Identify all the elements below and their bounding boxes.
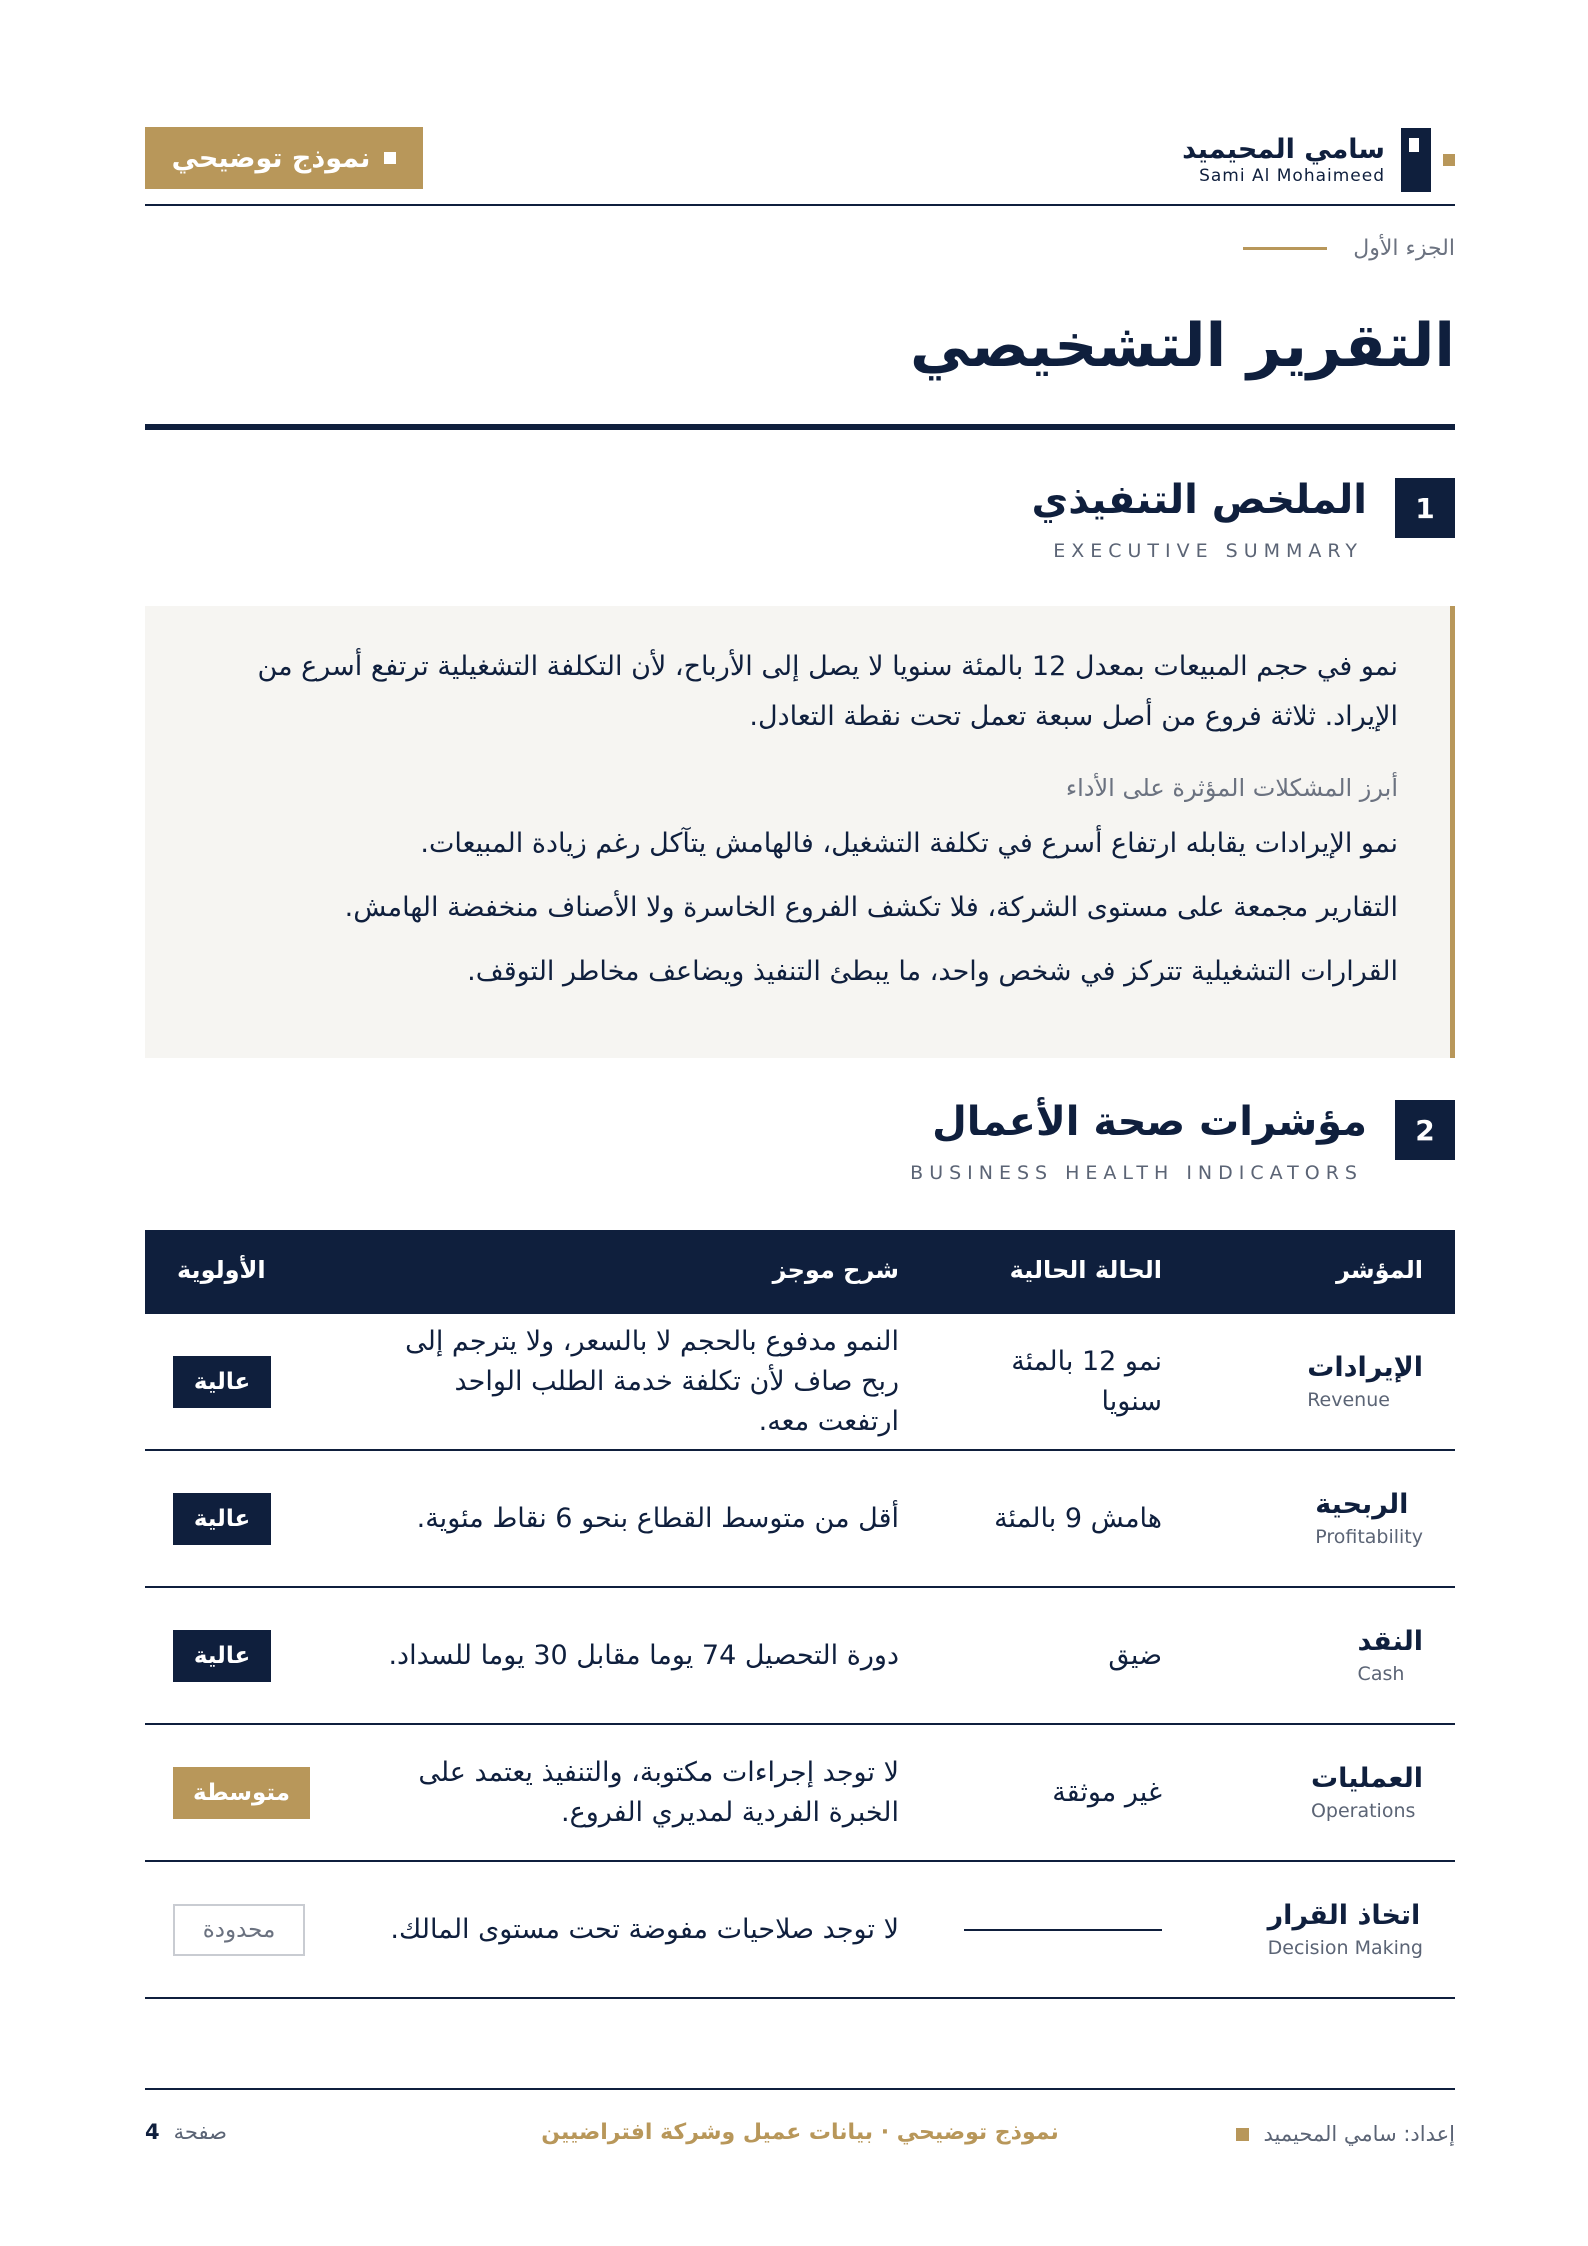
footer-prepared-by-text: إعداد: سامي المحيميد (1263, 2122, 1455, 2146)
part-label-row (1243, 236, 1455, 261)
page-footer (145, 2088, 1455, 2160)
indicators-table (145, 1230, 1455, 1999)
section-1-title: الملخص التنفيذي (1031, 477, 1367, 523)
footer-center-note: نموذج توضيحي · بيانات عميل وشركة افتراضيين (541, 2120, 1059, 2145)
indicator-name: الربحية (1315, 1489, 1409, 1520)
indicator-name: النقد (1357, 1626, 1423, 1657)
indicator-name-en: Operations (1310, 1800, 1416, 1822)
indicator-name-en: Revenue (1307, 1389, 1390, 1411)
indicator-name-en: Profitability (1315, 1526, 1423, 1548)
col-priority: الأولوية (177, 1256, 266, 1284)
page-label: صفحة (173, 2120, 227, 2144)
priority-badge: عالية (173, 1356, 271, 1408)
col-explanation: شرح موجز (772, 1256, 899, 1284)
priority-badge: عالية (173, 1630, 271, 1682)
part-label: الجزء الأول (1353, 236, 1455, 261)
brand-logo-icon (1399, 128, 1455, 192)
executive-summary-box (145, 606, 1455, 1058)
indicator-name-en: Decision Making (1267, 1937, 1423, 1959)
page-header (145, 124, 1455, 206)
page-number: 4 (145, 2120, 160, 2144)
indicator-state: ضيق (1108, 1639, 1162, 1671)
indicator-explanation: لا توجد صلاحيات مفوضة تحت مستوى المالك. (390, 1913, 899, 1945)
part-label-line (1243, 247, 1327, 250)
indicator-name-en: Cash (1357, 1663, 1405, 1685)
issue-item: القرارات التشغيلية تتركز في شخص واحد، ما يبطئ التنفيذ ويضاعف مخاطر التوقف. (467, 956, 1398, 987)
title-rule (145, 424, 1455, 430)
indicator-explanation: أقل من متوسط القطاع بنحو 6 نقاط مئوية. (416, 1502, 899, 1534)
priority-badge: محدودة (173, 1904, 305, 1956)
page-title: التقرير التشخيصي (909, 311, 1455, 381)
issues-heading: أبرز المشكلات المؤثرة على الأداء (1065, 774, 1398, 802)
table-row (145, 1725, 1455, 1862)
issue-item: التقارير مجمعة على مستوى الشركة، فلا تكشف الفروع الخاسرة ولا الأصناف منخفضة الهامش. (344, 892, 1398, 923)
footer-prepared-by (1236, 2122, 1455, 2146)
brand-name-ar: سامي المحيميد (1182, 134, 1385, 165)
brand-text (1182, 134, 1385, 186)
col-state: الحالة الحالية (1009, 1256, 1162, 1284)
empty-state-dash (964, 1929, 1162, 1931)
square-bullet-icon (1236, 2128, 1249, 2141)
section-2-number: 2 (1395, 1100, 1455, 1160)
indicator-name: اتخاذ القرار (1267, 1900, 1421, 1931)
col-indicator: المؤشر (1336, 1256, 1423, 1284)
indicator-name: العمليات (1310, 1763, 1423, 1794)
square-bullet-icon (384, 152, 396, 164)
section-1-number: 1 (1395, 478, 1455, 538)
table-row (145, 1862, 1455, 1999)
table-row (145, 1451, 1455, 1588)
indicator-state: نمو 12 بالمئة سنويا (1011, 1345, 1162, 1417)
priority-badge: عالية (173, 1493, 271, 1545)
footer-page (145, 2120, 227, 2144)
indicator-explanation: النمو مدفوع بالحجم لا بالسعر، ولا يترجم إلى ربح صاف لأن تكلفة خدمة الطلب الواحد ارتفعت معه. (405, 1325, 899, 1437)
section-2-subtitle: BUSINESS HEALTH INDICATORS (910, 1162, 1363, 1184)
demo-badge (145, 127, 423, 189)
indicator-state: هامش 9 بالمئة (994, 1502, 1162, 1534)
section-1-subtitle: EXECUTIVE SUMMARY (1053, 540, 1363, 562)
issue-item: نمو الإيرادات يقابله ارتفاع أسرع في تكلفة التشغيل، فالهامش يتآكل رغم زيادة المبيعات. (420, 828, 1398, 859)
demo-badge-label: نموذج توضيحي (171, 142, 371, 174)
table-header (145, 1230, 1455, 1314)
summary-lead: نمو في حجم المبيعات بمعدل 12 بالمئة سنويا لا يصل إلى الأرباح، لأن التكلفة التشغيلية ترتفع أسرع من الإيراد. ثلاثة فروع من أصل سبعة تعمل تحت نقطة التعادل. (257, 651, 1398, 732)
indicator-explanation: دورة التحصيل 74 يوما مقابل 30 يوما للسداد. (388, 1639, 899, 1671)
indicator-explanation: لا توجد إجراءات مكتوبة، والتنفيذ يعتمد على الخبرة الفردية لمديري الفروع. (418, 1756, 899, 1828)
indicator-state: غير موثقة (1052, 1776, 1162, 1808)
table-row (145, 1314, 1455, 1451)
brand (1182, 128, 1455, 192)
priority-badge: متوسطة (173, 1767, 310, 1819)
indicator-name: الإيرادات (1307, 1352, 1423, 1383)
section-2-title: مؤشرات صحة الأعمال (932, 1099, 1367, 1145)
brand-name-en: Sami Al Mohaimeed (1199, 166, 1385, 186)
table-row (145, 1588, 1455, 1725)
